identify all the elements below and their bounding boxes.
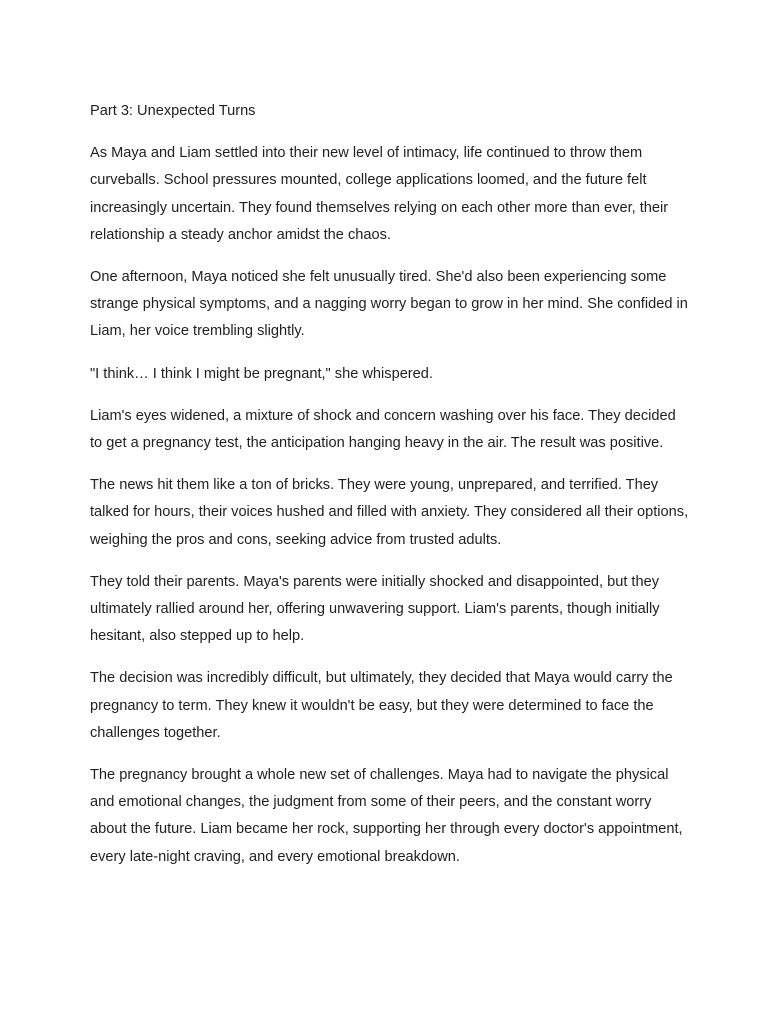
section-heading: Part 3: Unexpected Turns — [90, 103, 256, 119]
paragraph: As Maya and Liam settled into their new level of intimacy, life continued to throw them curveballs. School pressures mounted, college applications loomed, and the future felt increasingly uncertain. They found themselves relying on each other more than ever, their relationship a steady anchor amidst the chaos. — [90, 145, 669, 243]
paragraph: The pregnancy brought a whole new set of challenges. Maya had to navigate the physical and emotional changes, the judgment from some of their peers, and the constant worry about the future. Liam became her rock, supporting her through every doctor's appointment, every late-night craving, and every emotional breakdown. — [90, 767, 683, 865]
paragraph: The news hit them like a ton of bricks. They were young, unprepared, and terrified. They talked for hours, their voices hushed and filled with anxiety. They considered all their options, weighing the pros and cons, seeking advice from trusted adults. — [90, 477, 689, 548]
paragraph: Liam's eyes widened, a mixture of shock and concern washing over his face. They decided to get a pregnancy test, the anticipation hanging heavy in the air. The result was positive. — [90, 407, 676, 452]
paragraph: One afternoon, Maya noticed she felt unusually tired. She'd also been experiencing some strange physical symptoms, and a nagging worry began to grow in her mind. She confided in Liam, her voice trembling slightly. — [90, 269, 688, 340]
paragraph: "I think… I think I might be pregnant," she whispered. — [90, 365, 433, 382]
document-page — [90, 98, 690, 886]
paragraph: They told their parents. Maya's parents were initially shocked and disappointed, but they ultimately rallied around her, offering unwavering support. Liam's parents, though initially hesitant, also stepped up to help. — [90, 573, 660, 645]
paragraph: The decision was incredibly difficult, but ultimately, they decided that Maya would carry the pregnancy to term. They knew it wouldn't be easy, but they were determined to face the challenges together. — [90, 670, 673, 741]
